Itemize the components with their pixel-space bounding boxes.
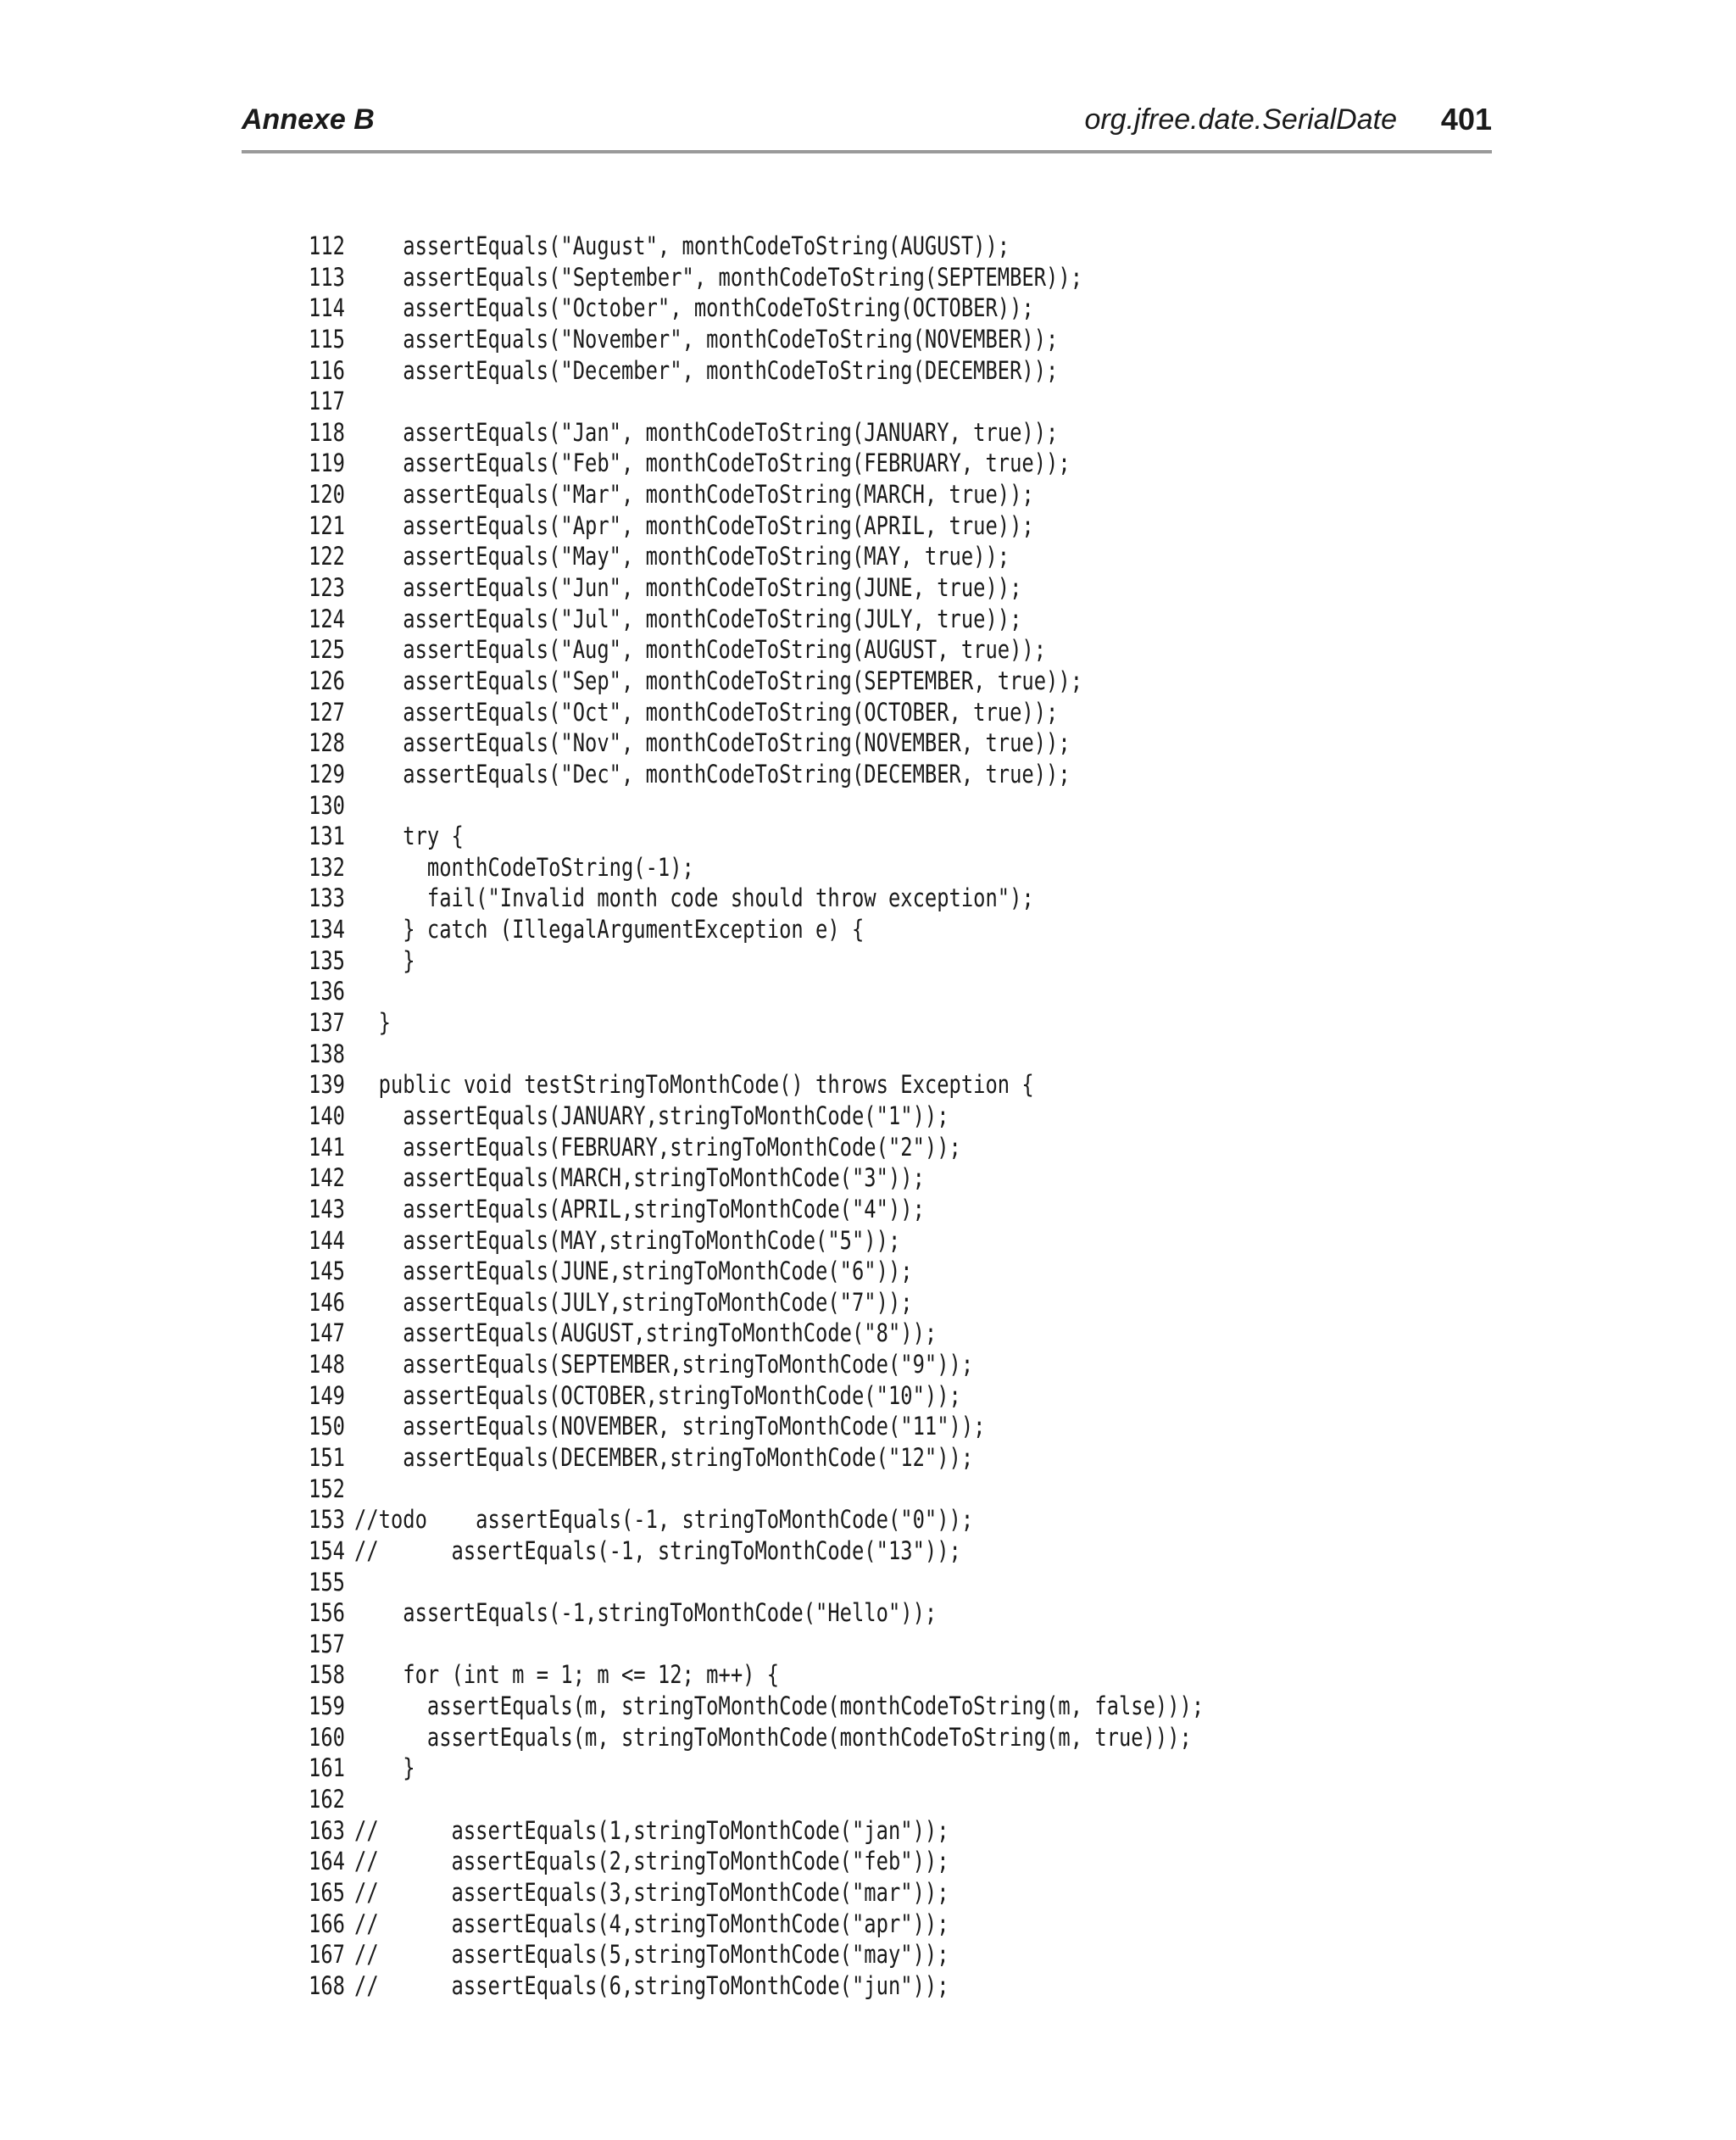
line-code: // assertEquals(2,stringToMonthCode("feb")); — [354, 1847, 949, 1876]
code-line — [301, 914, 1471, 945]
line-code: assertEquals(m, stringToMonthCode(monthCodeToString(m, true))); — [354, 1722, 1192, 1752]
line-code: // assertEquals(3,stringToMonthCode("mar")); — [354, 1877, 949, 1907]
line-code: } — [354, 1753, 415, 1783]
line-number: 123 — [309, 573, 345, 603]
code-line — [301, 1380, 1471, 1412]
line-number: 142 — [309, 1163, 345, 1193]
line-code: assertEquals("Jan", monthCodeToString(JANUARY, true)); — [354, 417, 1059, 447]
code-line — [301, 1474, 1471, 1505]
line-number: 147 — [309, 1318, 345, 1348]
line-number: 122 — [309, 542, 345, 571]
line-code: assertEquals("Sep", monthCodeToString(SEPTEMBER, true)); — [354, 666, 1083, 695]
code-line — [301, 1256, 1471, 1287]
code-line — [301, 231, 1471, 262]
line-code: assertEquals("August", monthCodeToString(AUGUST)); — [354, 231, 1010, 260]
code-line — [301, 448, 1471, 479]
code-line — [301, 1287, 1471, 1318]
line-number: 168 — [309, 1970, 345, 2000]
code-line — [301, 821, 1471, 852]
line-code: } — [354, 1008, 391, 1038]
code-line — [301, 1069, 1471, 1101]
line-number: 150 — [309, 1412, 345, 1441]
code-line — [301, 1567, 1471, 1598]
line-number: 115 — [309, 324, 345, 354]
line-number: 125 — [309, 635, 345, 665]
code-line — [301, 1101, 1471, 1132]
header-rule — [242, 150, 1492, 153]
code-line — [301, 634, 1471, 666]
line-code: assertEquals("October", monthCodeToString(OCTOBER)); — [354, 293, 1034, 323]
line-number: 116 — [309, 355, 345, 385]
line-code: // assertEquals(6,stringToMonthCode("jun")); — [354, 1970, 949, 2000]
code-line — [301, 727, 1471, 759]
running-title: org.jfree.date.SerialDate — [1084, 103, 1397, 136]
line-number: 161 — [309, 1753, 345, 1783]
code-line — [301, 417, 1471, 449]
page-number: 401 — [1440, 102, 1492, 137]
line-code: assertEquals("Jun", monthCodeToString(JUNE, true)); — [354, 573, 1022, 603]
line-number: 128 — [309, 728, 345, 758]
code-line — [301, 1039, 1471, 1070]
line-code: assertEquals("Mar", monthCodeToString(MARCH, true)); — [354, 480, 1034, 510]
code-line — [301, 572, 1471, 604]
code-line — [301, 1815, 1471, 1847]
line-number: 148 — [309, 1350, 345, 1379]
line-number: 149 — [309, 1380, 345, 1410]
code-line — [301, 852, 1471, 883]
line-code: assertEquals(MAY,stringToMonthCode("5")); — [354, 1225, 901, 1255]
line-number: 112 — [309, 231, 345, 260]
line-number: 113 — [309, 262, 345, 292]
line-code: // assertEquals(4,stringToMonthCode("apr")); — [354, 1909, 949, 1938]
line-number: 153 — [309, 1505, 345, 1535]
line-number: 119 — [309, 449, 345, 478]
line-code: assertEquals(OCTOBER,stringToMonthCode("10")); — [354, 1380, 961, 1410]
line-code: // assertEquals(-1, stringToMonthCode("13")); — [354, 1535, 961, 1565]
line-code: assertEquals(FEBRUARY,stringToMonthCode("2")); — [354, 1132, 961, 1162]
code-line — [301, 1318, 1471, 1349]
line-number: 159 — [309, 1691, 345, 1721]
line-code: assertEquals("Apr", monthCodeToString(APRIL, true)); — [354, 510, 1034, 540]
line-number: 117 — [309, 387, 345, 416]
code-line — [301, 1970, 1471, 2002]
line-number: 151 — [309, 1442, 345, 1472]
line-code: assertEquals(SEPTEMBER,stringToMonthCode("9")); — [354, 1350, 974, 1379]
line-number: 139 — [309, 1070, 345, 1100]
code-line — [301, 1939, 1471, 1970]
line-number: 156 — [309, 1598, 345, 1628]
line-number: 137 — [309, 1008, 345, 1038]
line-number: 126 — [309, 666, 345, 695]
code-line — [301, 1753, 1471, 1784]
line-number: 144 — [309, 1225, 345, 1255]
line-code: assertEquals("November", monthCodeToString(NOVEMBER)); — [354, 324, 1059, 354]
line-code: assertEquals("Oct", monthCodeToString(OCTOBER, true)); — [354, 697, 1059, 727]
line-code: assertEquals(NOVEMBER, stringToMonthCode("11")); — [354, 1412, 986, 1441]
line-code: monthCodeToString(-1); — [354, 852, 694, 882]
line-code: assertEquals("Nov", monthCodeToString(NOVEMBER, true)); — [354, 728, 1071, 758]
code-line — [301, 1162, 1471, 1194]
line-number: 162 — [309, 1785, 345, 1814]
line-number: 138 — [309, 1039, 345, 1068]
code-line — [301, 976, 1471, 1007]
code-line — [301, 1846, 1471, 1877]
line-code: } — [354, 945, 415, 975]
line-number: 167 — [309, 1940, 345, 1970]
line-code: assertEquals("Dec", monthCodeToString(DECEMBER, true)); — [354, 759, 1071, 789]
code-line — [301, 293, 1471, 324]
line-code: assertEquals(JUNE,stringToMonthCode("6")); — [354, 1257, 913, 1286]
line-number: 145 — [309, 1257, 345, 1286]
line-code: assertEquals(JULY,stringToMonthCode("7")); — [354, 1287, 913, 1317]
line-code: assertEquals("Jul", monthCodeToString(JULY, true)); — [354, 604, 1022, 633]
line-code: try { — [354, 822, 464, 851]
code-line — [301, 262, 1471, 293]
code-line — [301, 1194, 1471, 1225]
line-code: assertEquals("May", monthCodeToString(MAY, true)); — [354, 542, 1010, 571]
line-number: 166 — [309, 1909, 345, 1938]
page-header — [242, 93, 1492, 144]
line-number: 134 — [309, 915, 345, 945]
line-number: 129 — [309, 759, 345, 789]
code-line — [301, 479, 1471, 510]
code-line — [301, 1597, 1471, 1629]
code-line — [301, 1722, 1471, 1753]
line-number: 155 — [309, 1567, 345, 1597]
code-line — [301, 945, 1471, 977]
code-line — [301, 666, 1471, 697]
line-code: } catch (IllegalArgumentException e) { — [354, 915, 865, 945]
line-number: 118 — [309, 417, 345, 447]
code-line — [301, 541, 1471, 572]
line-number: 127 — [309, 697, 345, 727]
line-number: 163 — [309, 1815, 345, 1845]
line-number: 120 — [309, 480, 345, 510]
code-line — [301, 510, 1471, 542]
code-line — [301, 1007, 1471, 1039]
line-number: 158 — [309, 1660, 345, 1690]
code-listing — [301, 231, 1471, 2002]
code-line — [301, 790, 1471, 822]
line-number: 130 — [309, 790, 345, 820]
line-number: 165 — [309, 1877, 345, 1907]
code-line — [301, 1442, 1471, 1474]
line-code: assertEquals("September", monthCodeToString(SEPTEMBER)); — [354, 262, 1083, 292]
line-code: assertEquals("Aug", monthCodeToString(AUGUST, true)); — [354, 635, 1047, 665]
line-number: 140 — [309, 1101, 345, 1130]
code-line — [301, 759, 1471, 790]
code-line — [301, 324, 1471, 355]
line-code: assertEquals(JANUARY,stringToMonthCode("1")); — [354, 1101, 949, 1130]
line-number: 157 — [309, 1629, 345, 1658]
line-number: 133 — [309, 883, 345, 913]
line-number: 164 — [309, 1847, 345, 1876]
line-code: assertEquals(MARCH,stringToMonthCode("3")); — [354, 1163, 925, 1193]
line-number: 160 — [309, 1722, 345, 1752]
code-line — [301, 1691, 1471, 1722]
line-number: 146 — [309, 1287, 345, 1317]
code-line — [301, 1411, 1471, 1442]
line-code: assertEquals(AUGUST,stringToMonthCode("8")); — [354, 1318, 938, 1348]
line-code: assertEquals("December", monthCodeToString(DECEMBER)); — [354, 355, 1059, 385]
code-line — [301, 1349, 1471, 1380]
code-line — [301, 355, 1471, 387]
line-number: 152 — [309, 1474, 345, 1503]
line-number: 121 — [309, 510, 345, 540]
line-number: 143 — [309, 1194, 345, 1223]
code-line — [301, 1877, 1471, 1909]
line-code: fail("Invalid month code should throw exception"); — [354, 883, 1034, 913]
line-number: 132 — [309, 852, 345, 882]
line-number: 124 — [309, 604, 345, 633]
code-line — [301, 1659, 1471, 1691]
line-number: 154 — [309, 1535, 345, 1565]
line-code: // assertEquals(5,stringToMonthCode("may")); — [354, 1940, 949, 1970]
line-number: 136 — [309, 977, 345, 1006]
code-line — [301, 883, 1471, 914]
line-code: // assertEquals(1,stringToMonthCode("jan")); — [354, 1815, 949, 1845]
code-line — [301, 697, 1471, 728]
line-number: 141 — [309, 1132, 345, 1162]
code-line — [301, 1225, 1471, 1257]
line-code: //todo assertEquals(-1, stringToMonthCode("0")); — [354, 1505, 974, 1535]
line-code: for (int m = 1; m <= 12; m++) { — [354, 1660, 780, 1690]
code-line — [301, 1132, 1471, 1163]
code-line — [301, 604, 1471, 635]
line-code: assertEquals(DECEMBER,stringToMonthCode("12")); — [354, 1442, 974, 1472]
line-number: 135 — [309, 945, 345, 975]
code-line — [301, 1535, 1471, 1567]
line-code: assertEquals("Feb", monthCodeToString(FEBRUARY, true)); — [354, 449, 1071, 478]
code-line — [301, 1504, 1471, 1535]
line-code: assertEquals(m, stringToMonthCode(monthCodeToString(m, false))); — [354, 1691, 1205, 1721]
code-line — [301, 1909, 1471, 1940]
line-code: public void testStringToMonthCode() throws Exception { — [354, 1070, 1034, 1100]
line-code: assertEquals(APRIL,stringToMonthCode("4")); — [354, 1194, 925, 1223]
code-line — [301, 386, 1471, 417]
line-number: 131 — [309, 822, 345, 851]
line-code: assertEquals(-1,stringToMonthCode("Hello")); — [354, 1598, 938, 1628]
code-line — [301, 1784, 1471, 1815]
line-number: 114 — [309, 293, 345, 323]
section-label: Annexe B — [242, 103, 375, 136]
code-line — [301, 1629, 1471, 1660]
